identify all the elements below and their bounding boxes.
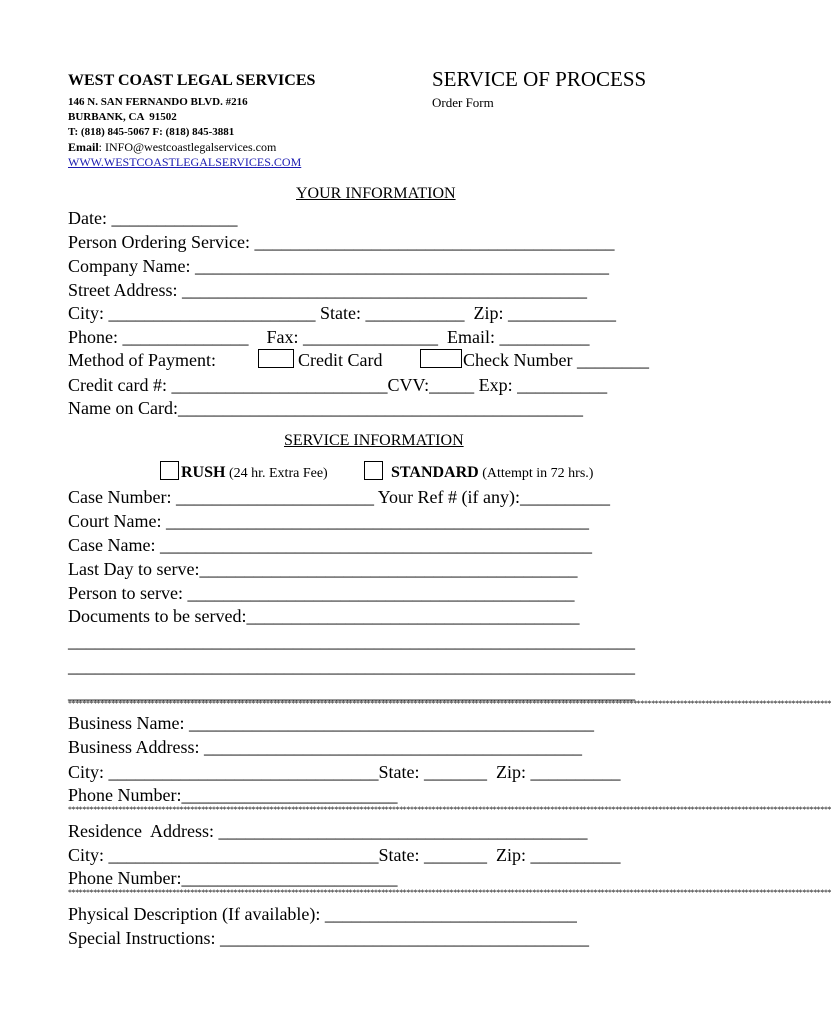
city-state-zip-field[interactable]: City: _______________________ State: ___________ Zip: ____________ (68, 303, 616, 323)
residence-address-field[interactable]: Residence Address: _________________________________________ (68, 821, 588, 841)
street-address-field[interactable]: Street Address: _____________________________________________ (68, 280, 587, 300)
residence-city-state-zip-field[interactable]: City: ______________________________State: _______ Zip: __________ (68, 845, 621, 865)
court-name-field[interactable]: Court Name: _______________________________________________ (68, 511, 589, 531)
rush-option (181, 465, 328, 481)
name-on-card-field[interactable]: Name on Card:_____________________________________________ (68, 398, 583, 418)
standard-option (391, 465, 593, 481)
method-of-payment-label: Method of Payment: (68, 350, 216, 370)
rush-checkbox[interactable] (160, 461, 179, 480)
service-information-heading: SERVICE INFORMATION (284, 432, 464, 449)
credit-card-label: Credit Card (298, 350, 383, 370)
documents-blank-line-2[interactable]: _______________________________________________________________ (68, 656, 635, 676)
standard-label: STANDARD (391, 464, 479, 481)
documents-blank-line-1[interactable]: _______________________________________________________________ (68, 631, 635, 651)
business-name-field[interactable]: Business Name: _____________________________________________ (68, 713, 594, 733)
case-number-field[interactable]: Case Number: ______________________ Your Ref # (if any):__________ (68, 487, 610, 507)
business-address-field[interactable]: Business Address: __________________________________________ (68, 737, 583, 757)
separator-stars-2: ******************************************************************************************************************************************************************************************************************** (68, 805, 831, 814)
residence-phone-field[interactable]: Phone Number:________________________ (68, 868, 398, 888)
person-to-serve-field[interactable]: Person to serve: ___________________________________________ (68, 583, 575, 603)
rush-note: (24 hr. Extra Fee) (225, 466, 328, 481)
company-name-field[interactable]: Company Name: ______________________________________________ (68, 256, 609, 276)
rush-label: RUSH (181, 464, 226, 481)
your-information-heading: YOUR INFORMATION (296, 185, 456, 202)
company-address-line-2: BURBANK, CA 91502 (68, 111, 177, 123)
separator-stars-1: ******************************************************************************************************************************************************************************************************************** (68, 699, 831, 708)
company-email (68, 141, 276, 153)
separator-stars-3: ******************************************************************************************************************************************************************************************************************** (68, 888, 831, 897)
email-label: Email (68, 140, 99, 154)
company-website-link[interactable]: WWW.WESTCOASTLEGALSERVICES.COM (68, 155, 302, 169)
documents-to-be-served-field[interactable]: Documents to be served:_____________________________________ (68, 606, 580, 626)
document-subtitle: Order Form (432, 95, 494, 110)
check-number-checkbox[interactable] (420, 349, 462, 368)
company-address-line-1: 146 N. SAN FERNANDO BLVD. #216 (68, 96, 248, 108)
person-ordering-field[interactable]: Person Ordering Service: ________________________________________ (68, 232, 615, 252)
company-phone-fax: T: (818) 845-5067 F: (818) 845-3881 (68, 126, 235, 138)
credit-card-checkbox[interactable] (258, 349, 294, 368)
check-number-field[interactable]: Check Number ________ (463, 350, 649, 370)
business-city-state-zip-field[interactable]: City: ______________________________State: _______ Zip: __________ (68, 762, 621, 782)
date-field[interactable]: Date: ______________ (68, 208, 238, 228)
standard-checkbox[interactable] (364, 461, 383, 480)
phone-fax-email-field[interactable]: Phone: ______________ Fax: _______________ Email: __________ (68, 327, 590, 347)
business-phone-field[interactable]: Phone Number:________________________ (68, 785, 398, 805)
documents-blank-line-3[interactable]: _______________________________________________________________ (68, 682, 635, 702)
case-name-field[interactable]: Case Name: ________________________________________________ (68, 535, 592, 555)
special-instructions-field[interactable]: Special Instructions: _________________________________________ (68, 928, 589, 948)
last-day-to-serve-field[interactable]: Last Day to serve:__________________________________________ (68, 559, 578, 579)
standard-note: (Attempt in 72 hrs.) (478, 466, 594, 481)
physical-description-field[interactable]: Physical Description (If available): ____________________________ (68, 904, 577, 924)
credit-card-number-field[interactable]: Credit card #: ________________________CVV:_____ Exp: __________ (68, 375, 608, 395)
document-title: SERVICE OF PROCESS (432, 67, 647, 91)
email-value: : INFO@westcoastlegalservices.com (98, 140, 277, 154)
company-name: WEST COAST LEGAL SERVICES (68, 72, 316, 89)
